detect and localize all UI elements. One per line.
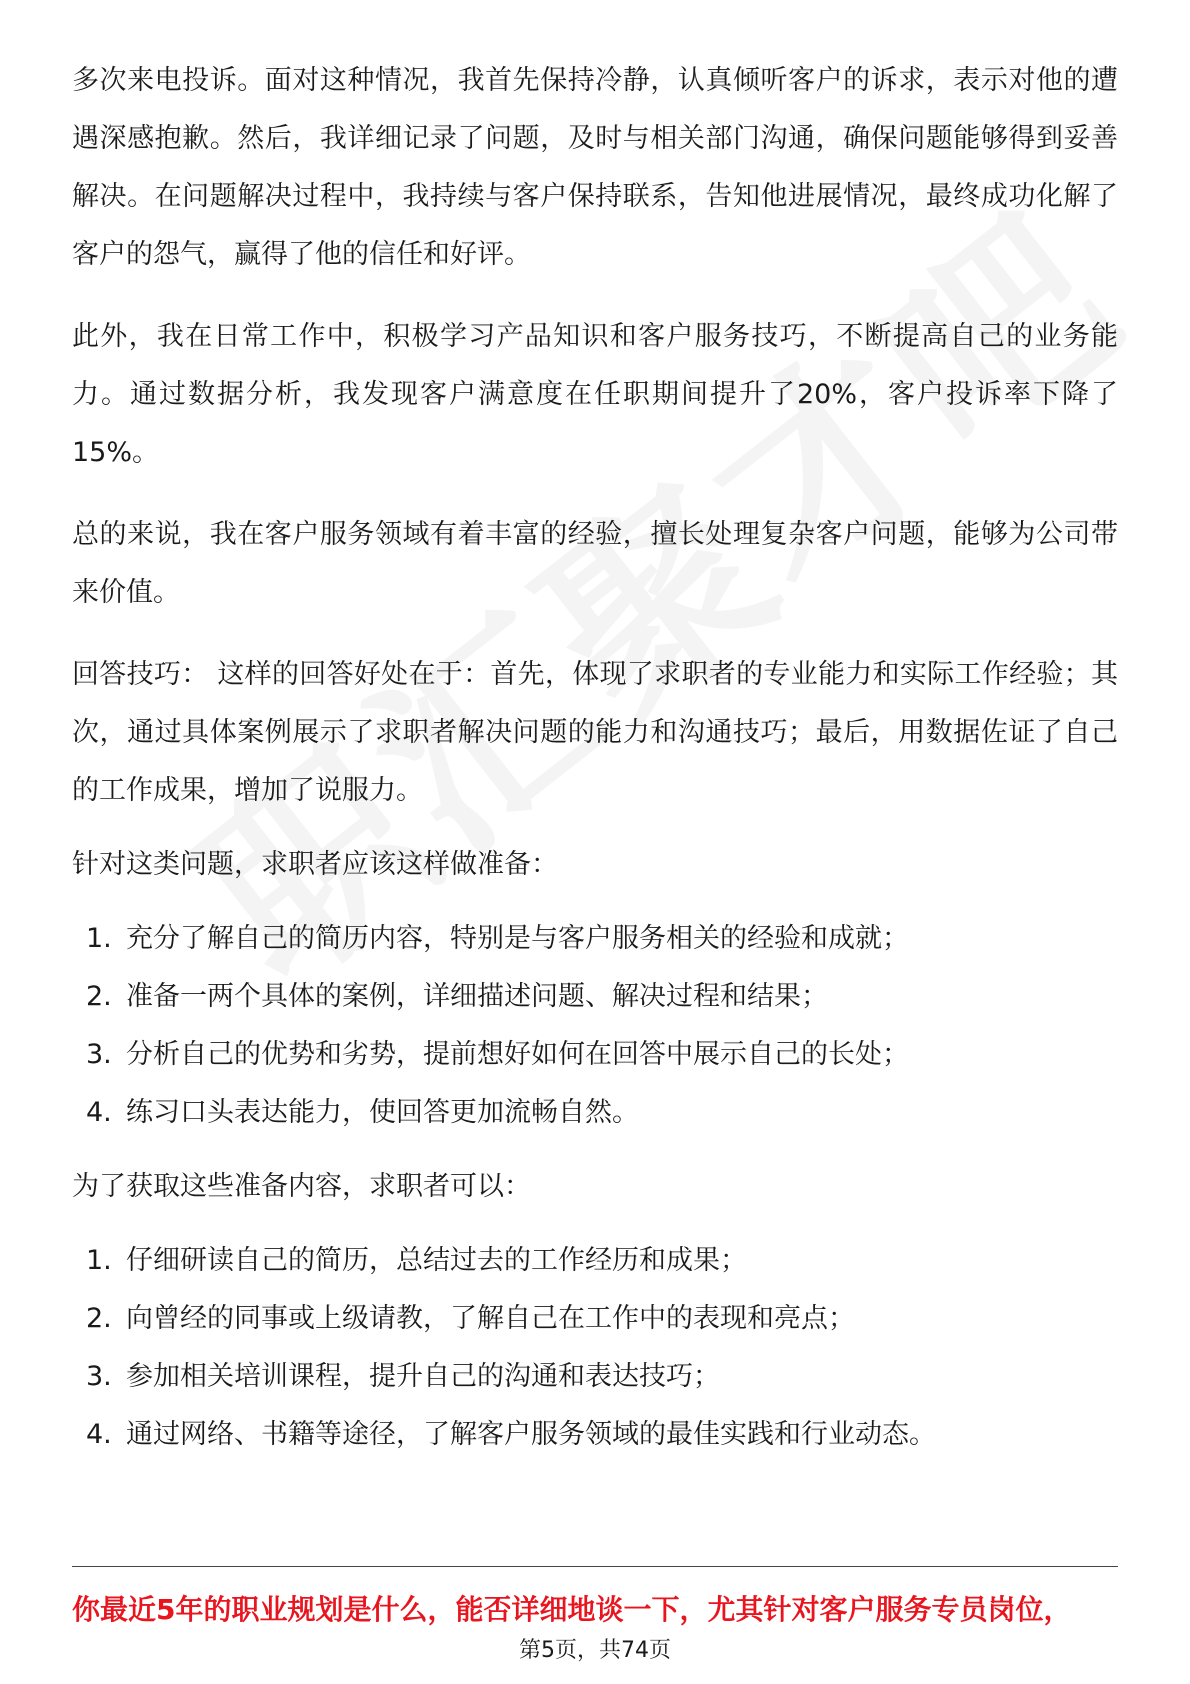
prep-intro: 针对这类问题，求职者应该这样做准备：: [72, 849, 558, 880]
list-number: 4.: [86, 1097, 112, 1128]
list-number: 1.: [86, 923, 112, 954]
paragraph-complaint-case: 多次来电投诉。面对这种情况，我首先保持冷静，认真倾听客户的诉求，表示对他的遭遇深感抱歉。然后，我详细记录了问题，及时与相关部门沟通，确保问题能够得到妥善解决。在问题解决过程中，我持续与客户保持联系，告知他进展情况，最终成功化解了客户的怨气，赢得了他的信任和好评。: [72, 65, 1118, 270]
list-number: 3.: [86, 1039, 112, 1070]
obtain-list: [72, 1232, 1118, 1464]
list-number: 1.: [86, 1245, 112, 1276]
list-item-text: 通过网络、书籍等途径，了解客户服务领域的最佳实践和行业动态。: [126, 1419, 936, 1450]
list-item-text: 分析自己的优势和劣势，提前想好如何在回答中展示自己的长处；: [126, 1039, 909, 1070]
list-item-text: 仔细研读自己的简历，总结过去的工作经历和成果；: [126, 1245, 747, 1276]
section-divider: [72, 1566, 1118, 1567]
next-question-heading: 你最近5年的职业规划是什么，能否详细地谈一下，尤其针对客户服务专员岗位，: [72, 1593, 1072, 1626]
list-item-text: 向曾经的同事或上级请教，了解自己在工作中的表现和亮点；: [126, 1303, 855, 1334]
list-number: 2.: [86, 1303, 112, 1334]
list-item: [72, 910, 1118, 968]
list-item-text: 充分了解自己的简历内容，特别是与客户服务相关的经验和成就；: [126, 923, 909, 954]
paragraph-data-results: 此外，我在日常工作中，积极学习产品知识和客户服务技巧，不断提高自己的业务能力。通过数据分析，我发现客户满意度在任职期间提升了20%，客户投诉率下降了15%。: [72, 321, 1118, 468]
page-number: 第5页，共74页: [519, 1638, 671, 1663]
obtain-intro: 为了获取这些准备内容，求职者可以：: [72, 1171, 531, 1202]
list-number: 4.: [86, 1419, 112, 1450]
list-number: 3.: [86, 1361, 112, 1392]
list-item-text: 准备一两个具体的案例，详细描述问题、解决过程和结果；: [126, 981, 828, 1012]
prep-list: [72, 910, 1118, 1142]
list-item: [72, 1290, 1118, 1348]
list-item: [72, 1026, 1118, 1084]
paragraph-summary: 总的来说，我在客户服务领域有着丰富的经验，擅长处理复杂客户问题，能够为公司带来价值。: [72, 519, 1118, 608]
list-item-text: 练习口头表达能力，使回答更加流畅自然。: [126, 1097, 639, 1128]
list-item: [72, 1232, 1118, 1290]
list-item: [72, 1406, 1118, 1464]
list-item: [72, 968, 1118, 1026]
list-item: [72, 1348, 1118, 1406]
list-number: 2.: [86, 981, 112, 1012]
page-content: [72, 52, 1118, 1464]
list-item: [72, 1084, 1118, 1142]
list-item-text: 参加相关培训课程，提升自己的沟通和表达技巧；: [126, 1361, 720, 1392]
paragraph-answer-tips: 回答技巧： 这样的回答好处在于：首先，体现了求职者的专业能力和实际工作经验；其次，通过具体案例展示了求职者解决问题的能力和沟通技巧；最后，用数据佐证了自己的工作成果，增加了说服力。: [72, 659, 1118, 806]
